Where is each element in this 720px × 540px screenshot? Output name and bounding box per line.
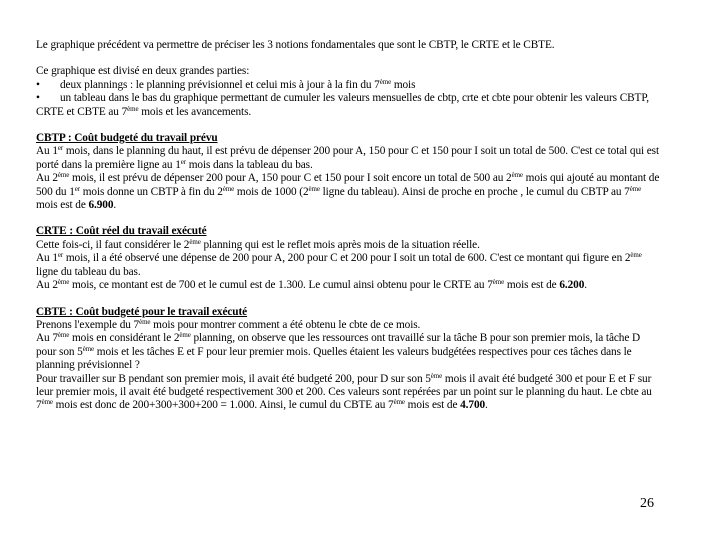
structure-lead: Ce graphique est divisé en deux grandes parties: bbox=[36, 65, 250, 78]
crte-heading: CRTE : Coût réel du travail exécuté bbox=[36, 225, 207, 238]
bullet-text: deux plannings : le planning prévisionnel et celui mis à jour à la fin du 7ème mois bbox=[60, 77, 416, 91]
bullet-dot-icon: • bbox=[36, 92, 40, 105]
text-body bbox=[36, 39, 662, 413]
cbte-total-value: 4.700 bbox=[460, 399, 486, 412]
page-number: 26 bbox=[640, 496, 654, 511]
crte-total-value: 6.200 bbox=[559, 279, 585, 292]
bullet-dot-icon: • bbox=[36, 78, 40, 91]
crte-paragraph-3: Au 2ème mois, ce montant est de 700 et le cumul est de 1.300. Le cumul ainsi obtenu pour le CRTE au 7ème mois est de 6.200. bbox=[36, 278, 587, 292]
structure-bullet-2 bbox=[36, 92, 662, 119]
cbtp-section bbox=[36, 132, 662, 212]
cbte-paragraph-1: Prenons l'exemple du 7ème mois pour montrer comment a été obtenu le cbte de ce mois. bbox=[36, 317, 421, 331]
cbte-paragraph-2: Au 7ème mois en considérant le 2ème planning, on observe que les ressources ont travaillé sur la tâche B pour son premier mois, la tâche D pour son 5ème mois et les tâches E et F pour leur premier mois. Quelles étaient les valeurs budgétées respectives pour ces tâches dans le planning prévisionnel ? bbox=[36, 331, 641, 372]
crte-paragraph-1: Cette fois-ci, il faut considérer le 2ème planning qui est le reflet mois après mois de la situation réelle. bbox=[36, 237, 480, 251]
crte-paragraph-3-text: Au 2ème mois, ce montant est de 700 et le cumul est de 1.300. Le cumul ainsi obtenu pour le CRTE au 7ème mois est de bbox=[36, 278, 557, 292]
cbte-paragraph-3: Pour travailler sur B pendant son premier mois, il avait été budgeté 200, pour D sur son 5ème mois il avait été budgeté 300 et pour E et F sur leur premier mois, il avait été budgeté respectivement 300 et 200. Ces valeurs sont repérées par un point sur le planning du haut. Le cbte au 7ème mois est donc de 200+300+300+200 = 1.000. Ainsi, le cumul du CBTE au 7ème mois est de 4.700. bbox=[36, 371, 652, 412]
cbte-heading: CBTE : Coût budgeté pour le travail exécuté bbox=[36, 305, 248, 318]
intro-paragraph: Le graphique précédent va permettre de préciser les 3 notions fondamentales que sont le CBTP, le CRTE et le CBTE. bbox=[36, 39, 555, 51]
crte-paragraph-2: Au 1er mois, il a été observé une dépense de 200 pour A, 200 pour C et 200 pour I soit un total de 600. C'est ce montant qui figure en 2ème ligne du tableau du bas. bbox=[36, 251, 642, 278]
cbtp-paragraph-1: Au 1er mois, dans le planning du haut, il est prévu de dépenser 200 pour A, 150 pour C et 150 pour I soit un total de 500. C'est ce total qui est porté dans la première ligne au 1er mois dans la tableau du bas. bbox=[36, 144, 660, 171]
structure-block bbox=[36, 65, 662, 119]
cbte-paragraph-3-text: Pour travailler sur B pendant son premier mois, il avait été budgeté 200, pour D sur son 5ème mois il avait été budgeté 300 et pour E et F sur leur premier mois, il avait été budgeté respectivement 300 et 200. Ces valeurs sont repérées par un point sur le planning du haut. Le cbte au 7ème mois est donc de 200+300+300+200 = 1.000. Ainsi, le cumul du CBTE au 7ème mois est de bbox=[36, 371, 652, 412]
cbte-section bbox=[36, 306, 662, 413]
cbtp-paragraph-2-text: Au 2ème mois, il est prévu de dépenser 200 pour A, 150 pour C et 150 pour I soit encore un total de 500 au 2ème mois qui ajouté au montant de 500 du 1er mois donne un CBTP à fin du 2ème mois de 1000 (2ème ligne du tableau). Ainsi de proche en proche , le cumul du CBTP au 7ème mois est de bbox=[36, 171, 660, 212]
cbtp-heading: CBTP : Coût budgeté du travail prévu bbox=[36, 132, 218, 145]
structure-bullet-1 bbox=[36, 79, 662, 92]
bullet-text: un tableau dans le bas du graphique permettant de cumuler les valeurs mensuelles de cbtp, crte et cbte pour obtenir les valeurs CBTP, CRTE et CBTE au 7ème mois et les avancements. bbox=[36, 92, 650, 118]
crte-section bbox=[36, 225, 662, 292]
cbtp-total-value: 6.900 bbox=[88, 199, 114, 212]
cbtp-paragraph-2: Au 2ème mois, il est prévu de dépenser 200 pour A, 150 pour C et 150 pour I soit encore un total de 500 au 2ème mois qui ajouté au montant de 500 du 1er mois donne un CBTP à fin du 2ème mois de 1000 (2ème ligne du tableau). Ainsi de proche en proche , le cumul du CBTP au 7ème mois est de 6.900. bbox=[36, 171, 660, 212]
